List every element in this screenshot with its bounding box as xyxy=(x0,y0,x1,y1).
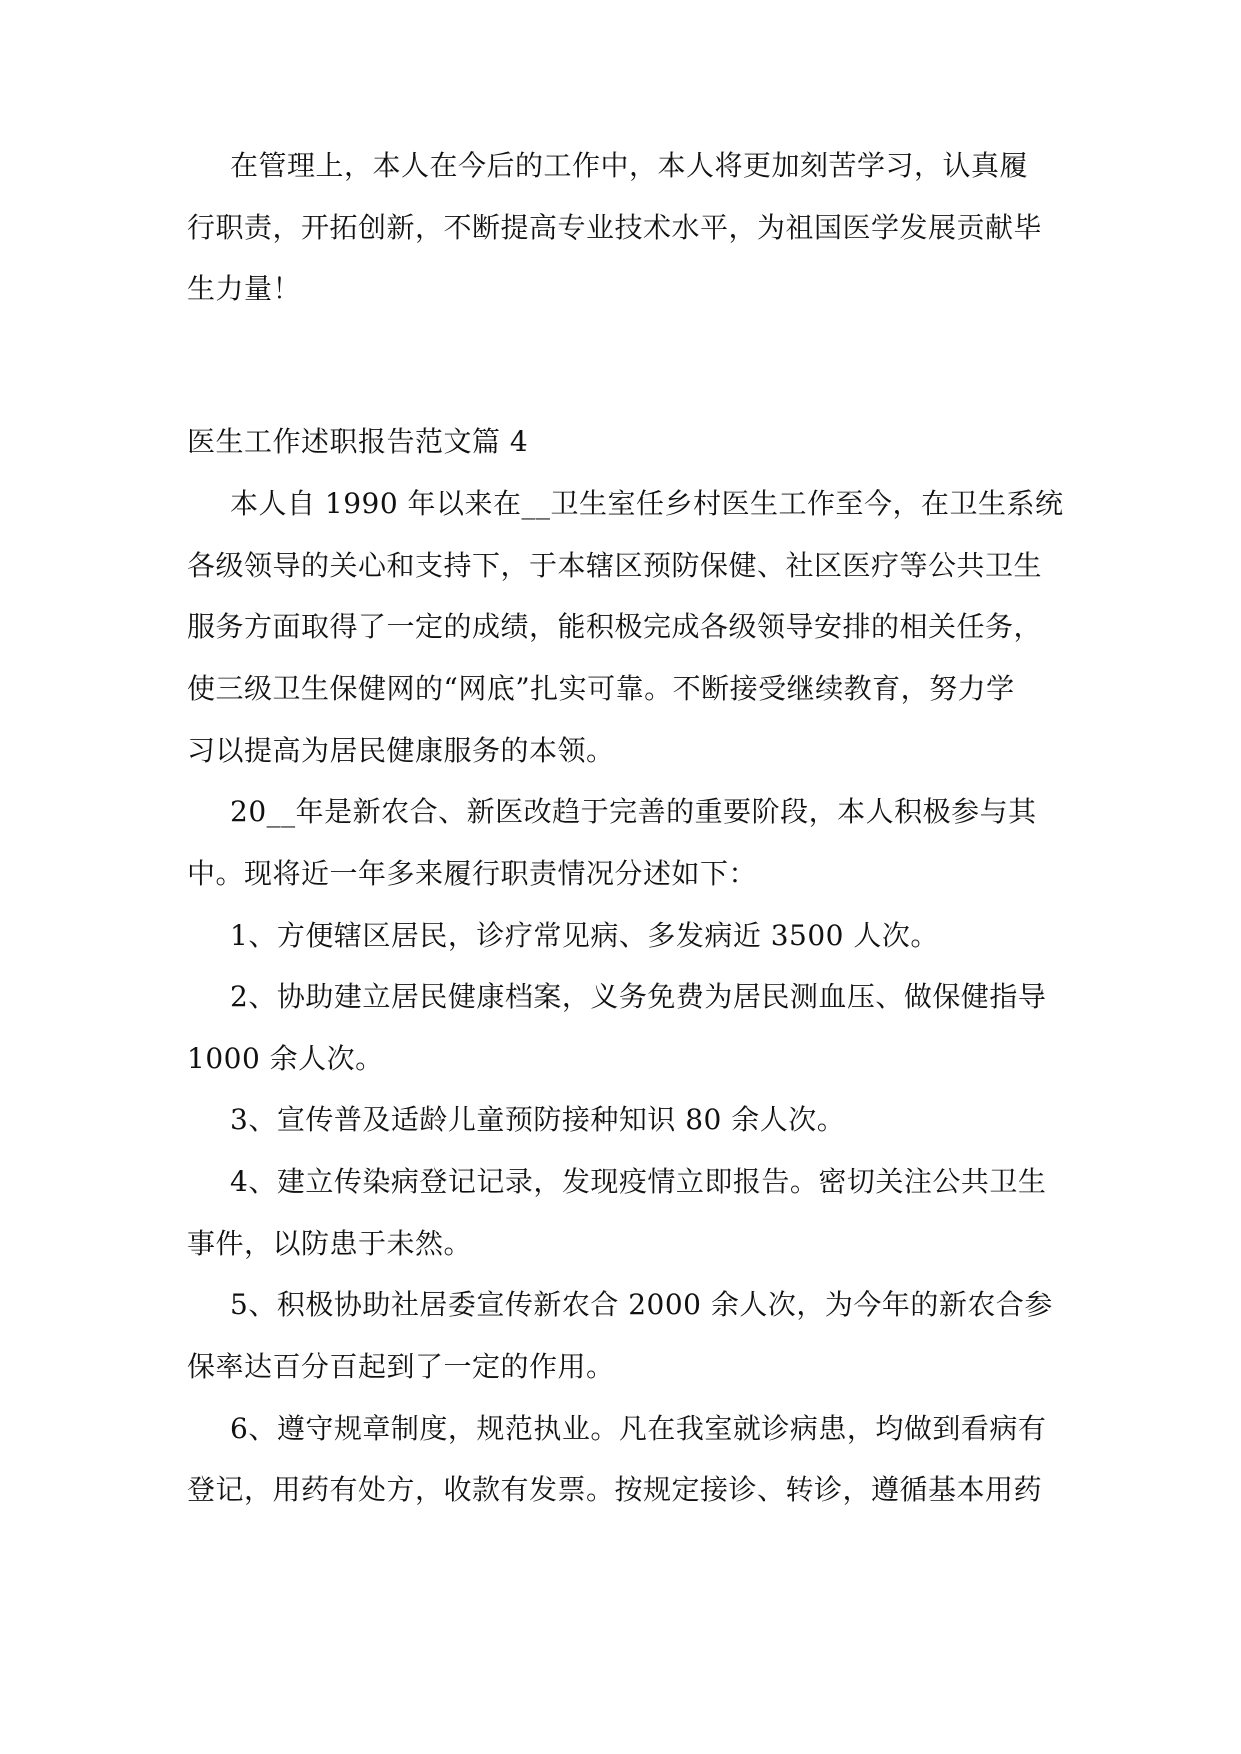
text-line: 保率达百分百起到了一定的作用。 xyxy=(187,1350,615,1383)
text-line: 3、宣传普及适龄儿童预防接种知识 80 余人次。 xyxy=(230,1103,846,1136)
text-line: 在管理上，本人在今后的工作中，本人将更加刻苦学习，认真履 xyxy=(230,149,1029,182)
text-line: 生力量！ xyxy=(187,272,302,305)
text-line: 习以提高为居民健康服务的本领。 xyxy=(187,734,615,767)
text-line: 4、建立传染病登记记录，发现疫情立即报告。密切关注公共卫生 xyxy=(230,1165,1047,1198)
text-line: 行职责，开拓创新，不断提高专业技术水平，为祖国医学发展贡献毕 xyxy=(187,211,1043,244)
text-line: 事件，以防患于未然。 xyxy=(187,1227,473,1260)
text-line: 20__年是新农合、新医改趋于完善的重要阶段，本人积极参与其 xyxy=(230,795,1037,828)
text-line: 5、积极协助社居委宣传新农合 2000 余人次，为今年的新农合参 xyxy=(230,1288,1053,1321)
text-line: 1000 余人次。 xyxy=(187,1042,384,1075)
text-line: 中。现将近一年多来履行职责情况分述如下： xyxy=(187,857,758,890)
text-line: 2、协助建立居民健康档案，义务免费为居民测血压、做保健指导 xyxy=(230,980,1047,1013)
text-line: 登记，用药有处方，收款有发票。按规定接诊、转诊，遵循基本用药 xyxy=(187,1473,1043,1506)
text-line: 1、方便辖区居民，诊疗常见病、多发病近 3500 人次。 xyxy=(230,919,939,952)
text-line: 使三级卫生保健网的“网底”扎实可靠。不断接受继续教育，努力学 xyxy=(187,672,1015,705)
text-line: 6、遵守规章制度，规范执业。凡在我室就诊病患，均做到看病有 xyxy=(230,1412,1047,1445)
text-line: 服务方面取得了一定的成绩，能积极完成各级领导安排的相关任务， xyxy=(187,610,1043,643)
text-line: 本人自 1990 年以来在__卫生室任乡村医生工作至今，在卫生系统 xyxy=(230,487,1064,520)
section-heading: 医生工作述职报告范文篇 4 xyxy=(187,425,529,458)
text-line: 各级领导的关心和支持下，于本辖区预防保健、社区医疗等公共卫生 xyxy=(187,549,1043,582)
